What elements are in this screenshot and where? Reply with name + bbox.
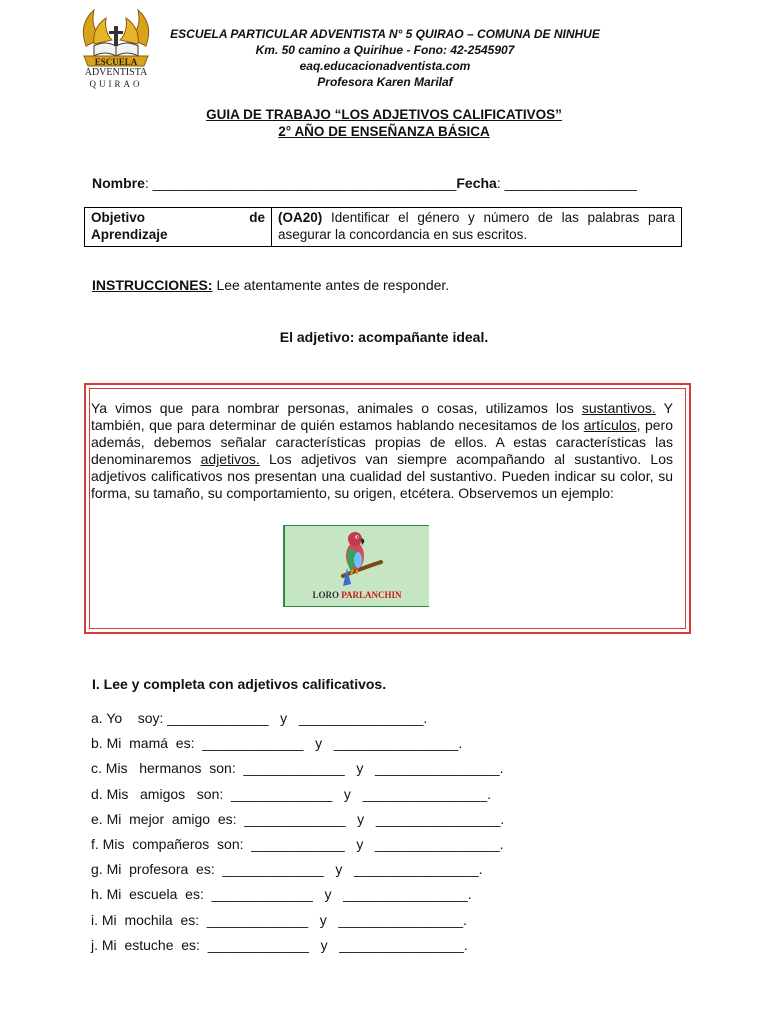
school-address: Km. 50 camino a Quirihue - Fono: 42-2545907 xyxy=(255,43,515,57)
date-field[interactable]: : _________________ xyxy=(496,175,637,191)
logo-line3: QUIRAO xyxy=(89,79,143,89)
exercise-item[interactable]: i. Mi mochila es: _____________ y ________________. xyxy=(91,911,467,928)
exercise-item[interactable]: c. Mis hermanos son: _____________ y ________________. xyxy=(91,760,504,777)
objective-text: Identificar el género y número de las palabras para asegurar la concordancia en sus escritos. xyxy=(278,210,675,242)
underlined-articulos: artículos xyxy=(583,417,637,433)
objective-code: (OA20) xyxy=(278,210,323,225)
instructions xyxy=(92,277,449,293)
objective-label-a: Objetivo xyxy=(91,210,146,225)
objective-label-cell xyxy=(85,208,272,247)
parrot-caption xyxy=(285,590,429,600)
underlined-adjetivos: adjetivos. xyxy=(200,451,260,467)
date-label: Fecha xyxy=(456,175,497,191)
section-title: I. Lee y completa con adjetivos calificativos. xyxy=(92,676,387,692)
lesson-subtitle: El adjetivo: acompañante ideal. xyxy=(279,329,489,345)
parrot-example-image xyxy=(283,525,429,607)
school-name: ESCUELA PARTICULAR ADVENTISTA N° 5 QUIRAO – COMUNA DE NINHUE xyxy=(170,27,600,41)
teacher-name: Profesora Karen Marilaf xyxy=(317,75,453,89)
logo-line1: ESCUELA xyxy=(94,57,138,67)
exercise-list xyxy=(91,709,504,961)
exercise-item[interactable]: a. Yo soy: _____________ y ________________. xyxy=(91,710,428,726)
paragraph-part-2: Y también, que para determinar de quién estamos hablando necesitamos de los xyxy=(91,400,673,433)
parrot-noun: LORO xyxy=(312,590,339,600)
objective-row xyxy=(85,208,682,247)
name-label: Nombre xyxy=(92,175,145,191)
objective-label-b: de xyxy=(249,210,265,225)
objective-text-cell xyxy=(272,208,682,247)
exercise-item[interactable]: h. Mi escuela es: _____________ y ________________. xyxy=(91,886,472,903)
guide-title: GUIA DE TRABAJO “LOS ADJETIVOS CALIFICATIVOS” xyxy=(206,107,562,122)
underlined-sustantivos: sustantivos. xyxy=(581,400,656,416)
name-date-row xyxy=(92,175,637,191)
instructions-text: Lee atentamente antes de responder. xyxy=(212,277,450,293)
logo-line2: ADVENTISTA xyxy=(84,67,148,78)
paragraph-part-4: Los adjetivos van siempre acompañando al sustantivo. Los adjetivos calificativos nos presentan una cualidad del sustantivo. Pueden indicar su color, su forma, su tamaño, su comportamiento, su origen, etcétera. Observemos un ejemplo: xyxy=(91,451,673,501)
explanation-paragraph xyxy=(91,400,673,502)
exercise-item[interactable]: d. Mis amigos son: _____________ y ________________. xyxy=(91,785,492,802)
name-field[interactable]: : _______________________________________ xyxy=(144,175,457,191)
instructions-label: INSTRUCCIONES: xyxy=(92,277,213,293)
school-website: eaq.educacionadventista.com xyxy=(299,59,471,73)
objective-label-c: Aprendizaje xyxy=(91,227,168,242)
paragraph-part-1: Ya vimos que para nombrar personas, animales o cosas, utilizamos los xyxy=(91,400,582,416)
exercise-item[interactable]: g. Mi profesora es: _____________ y ________________. xyxy=(91,861,483,878)
exercise-item[interactable]: e. Mi mejor amigo es: _____________ y ________________. xyxy=(91,810,505,827)
school-logo xyxy=(72,6,160,92)
objective-table xyxy=(84,207,682,247)
guide-grade: 2° AÑO DE ENSEÑANZA BÁSICA xyxy=(278,124,490,139)
exercise-item[interactable]: f. Mis compañeros son: ____________ y ________________. xyxy=(91,835,504,852)
exercise-item[interactable]: b. Mi mamá es: _____________ y ________________. xyxy=(91,735,463,752)
exercise-item[interactable]: j. Mi estuche es: _____________ y ________________. xyxy=(91,936,468,953)
paragraph-part-3: , pero además, debemos señalar características propias de ellos. A estas características las denominaremos xyxy=(91,417,673,467)
parrot-adjective: PARLANCHIN xyxy=(341,590,402,600)
